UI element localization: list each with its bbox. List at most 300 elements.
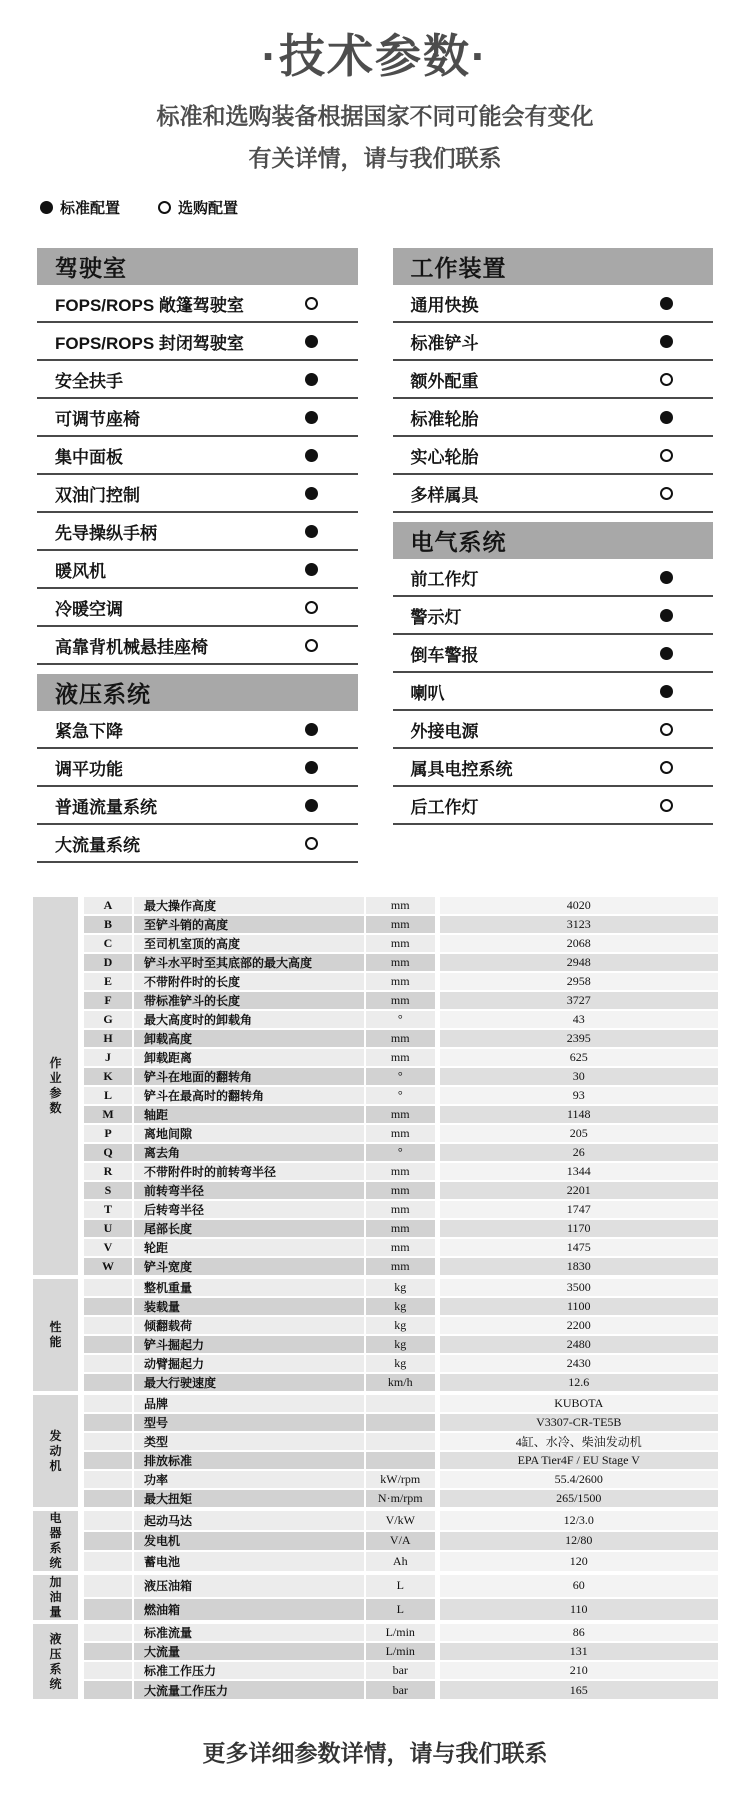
spec-row [33, 1598, 718, 1623]
feature-item-label: 集中面板 [55, 447, 123, 467]
feature-item-label: 双油门控制 [55, 485, 140, 505]
feature-group [37, 248, 358, 665]
page-title: ·技术参数· [261, 30, 489, 82]
spec-row [33, 1531, 718, 1552]
spec-value: 1344 [437, 1162, 718, 1181]
spec-unit: mm [365, 991, 437, 1010]
spec-value: 1475 [437, 1238, 718, 1257]
spec-row [33, 1432, 718, 1451]
spec-value: 2068 [437, 934, 718, 953]
optional-bullet-icon [660, 761, 673, 774]
feature-item [393, 597, 714, 635]
spec-row [33, 895, 718, 915]
spec-unit: ° [365, 1067, 437, 1086]
feature-item-label: 标准铲斗 [410, 333, 479, 353]
standard-bullet-icon [660, 335, 673, 348]
spec-value: 2395 [437, 1029, 718, 1048]
feature-item-label: 通用快换 [410, 295, 479, 315]
spec-value: 2201 [437, 1181, 718, 1200]
standard-bullet-icon [660, 609, 673, 622]
spec-value: 210 [437, 1661, 718, 1680]
section-header: 工作装置 [393, 248, 714, 285]
feature-item [393, 399, 714, 437]
spec-unit: bar [365, 1661, 437, 1680]
spec-dim-letter [81, 1432, 133, 1451]
spec-unit: ° [365, 1086, 437, 1105]
spec-dim-letter [81, 1451, 133, 1470]
spec-dim-letter [81, 1297, 133, 1316]
feature-item-label: 大流量系统 [55, 835, 140, 855]
feature-item-label: 调平功能 [55, 759, 123, 779]
feature-item [37, 513, 358, 551]
spec-value: 110 [437, 1598, 718, 1623]
spec-unit: L [365, 1573, 437, 1598]
standard-bullet-icon [660, 297, 673, 310]
spec-unit: kg [365, 1335, 437, 1354]
spec-value: 2200 [437, 1316, 718, 1335]
spec-dim-letter: M [81, 1105, 133, 1124]
spec-dim-letter: W [81, 1257, 133, 1277]
spec-value: 3500 [437, 1277, 718, 1297]
optional-bullet-icon [158, 201, 171, 214]
feature-item [37, 361, 358, 399]
spec-unit: mm [365, 1048, 437, 1067]
spec-unit: mm [365, 1029, 437, 1048]
spec-value: 30 [437, 1067, 718, 1086]
spec-param-name: 离去角 [133, 1143, 365, 1162]
spec-dim-letter [81, 1489, 133, 1509]
feature-item-label: 暖风机 [55, 561, 106, 581]
spec-param-name: 倾翻载荷 [133, 1316, 365, 1335]
spec-dim-letter: V [81, 1238, 133, 1257]
spec-param-name: 不带附件时的长度 [133, 972, 365, 991]
spec-param-name: 大流量工作压力 [133, 1680, 365, 1699]
spec-row [33, 1181, 718, 1200]
spec-dim-letter [81, 1573, 133, 1598]
feature-item [37, 475, 358, 513]
spec-param-name: 铲斗掘起力 [133, 1335, 365, 1354]
spec-param-name: 大流量 [133, 1642, 365, 1661]
spec-value: 3123 [437, 915, 718, 934]
spec-row [33, 1219, 718, 1238]
feature-item [393, 787, 714, 825]
spec-param-name: 标准工作压力 [133, 1661, 365, 1680]
feature-item-label: 高靠背机械悬挂座椅 [55, 637, 208, 657]
spec-row [33, 1489, 718, 1509]
spec-value: 12/3.0 [437, 1509, 718, 1531]
spec-dim-letter [81, 1316, 133, 1335]
spec-row [33, 953, 718, 972]
spec-unit: Ah [365, 1551, 437, 1573]
feature-item [393, 437, 714, 475]
feature-item [393, 361, 714, 399]
optional-bullet-icon [660, 373, 673, 386]
subtitle-line2: 有关详情，请与我们联系 [248, 145, 502, 171]
spec-value: 43 [437, 1010, 718, 1029]
spec-unit: kW/rpm [365, 1470, 437, 1489]
spec-value: KUBOTA [437, 1393, 718, 1413]
feature-item-label: 额外配重 [410, 371, 479, 391]
spec-row [33, 1373, 718, 1393]
spec-dim-letter [81, 1642, 133, 1661]
feature-item-label: 实心轮胎 [410, 447, 479, 467]
subtitle-line1: 标准和选购装备根据国家不同可能会有变化 [156, 103, 594, 129]
spec-dim-letter: E [81, 972, 133, 991]
feature-item-label: FOPS/ROPS 敞篷驾驶室 [55, 295, 244, 315]
spec-value: 1100 [437, 1297, 718, 1316]
spec-unit: kg [365, 1354, 437, 1373]
spec-row [33, 1048, 718, 1067]
standard-bullet-icon [660, 411, 673, 424]
spec-unit: mm [365, 934, 437, 953]
spec-group-label: 作 业 参 数 [33, 895, 81, 1277]
standard-bullet-icon [305, 449, 318, 462]
spec-value: 2430 [437, 1354, 718, 1373]
standard-bullet-icon [305, 723, 318, 736]
feature-group [37, 674, 358, 863]
feature-item-label: 后工作灯 [410, 797, 479, 817]
section-header: 液压系统 [37, 674, 358, 711]
feature-item-label: 前工作灯 [410, 569, 479, 589]
spec-dim-letter: C [81, 934, 133, 953]
optional-bullet-icon [305, 837, 318, 850]
spec-value: 131 [437, 1642, 718, 1661]
standard-bullet-icon [660, 685, 673, 698]
spec-unit: bar [365, 1680, 437, 1699]
spec-dim-letter [81, 1531, 133, 1552]
legend-standard-label: 标准配置 [60, 200, 121, 217]
spec-value: 1747 [437, 1200, 718, 1219]
spec-unit: L [365, 1598, 437, 1623]
feature-item-label: FOPS/ROPS 封闭驾驶室 [55, 333, 244, 353]
spec-dim-letter: J [81, 1048, 133, 1067]
feature-item [37, 825, 358, 863]
spec-unit: L/min [365, 1642, 437, 1661]
spec-param-name: 类型 [133, 1432, 365, 1451]
feature-item [37, 749, 358, 787]
spec-dim-letter: K [81, 1067, 133, 1086]
spec-param-name: 卸载高度 [133, 1029, 365, 1048]
spec-group-label: 加 油 量 [33, 1573, 81, 1622]
spec-unit: ° [365, 1010, 437, 1029]
spec-unit [365, 1393, 437, 1413]
legend [40, 197, 750, 218]
spec-dim-letter [81, 1598, 133, 1623]
spec-row [33, 1354, 718, 1373]
spec-row [33, 1551, 718, 1573]
spec-dim-letter [81, 1661, 133, 1680]
spec-table-wrap [33, 893, 718, 1699]
feature-item [37, 323, 358, 361]
feature-item-label: 可调节座椅 [55, 409, 140, 429]
spec-group-label: 性 能 [33, 1277, 81, 1393]
feature-item [393, 323, 714, 361]
spec-unit: kg [365, 1297, 437, 1316]
spec-group-label: 电 器 系 统 [33, 1509, 81, 1573]
spec-row [33, 1297, 718, 1316]
spec-value: 120 [437, 1551, 718, 1573]
optional-bullet-icon [660, 449, 673, 462]
spec-value: 1830 [437, 1257, 718, 1277]
spec-row [33, 1316, 718, 1335]
legend-optional-label: 选购配置 [178, 200, 239, 217]
spec-row [33, 1277, 718, 1297]
spec-dim-letter [81, 1509, 133, 1531]
optional-bullet-icon [660, 723, 673, 736]
spec-dim-letter [81, 1622, 133, 1642]
spec-dim-letter: S [81, 1181, 133, 1200]
spec-row [33, 1470, 718, 1489]
feature-item-label: 属具电控系统 [410, 759, 513, 779]
legend-optional [158, 197, 238, 218]
spec-param-name: 至司机室顶的高度 [133, 934, 365, 953]
feature-item [37, 437, 358, 475]
spec-value: 60 [437, 1573, 718, 1598]
spec-dim-letter: G [81, 1010, 133, 1029]
spec-row [33, 1642, 718, 1661]
spec-dim-letter [81, 1277, 133, 1297]
spec-unit: mm [365, 915, 437, 934]
spec-param-name: 最大高度时的卸载角 [133, 1010, 365, 1029]
feature-item-label: 先导操纵手柄 [55, 523, 157, 543]
feature-item [37, 551, 358, 589]
spec-dim-letter [81, 1470, 133, 1489]
spec-param-name: 最大扭矩 [133, 1489, 365, 1509]
spec-table [33, 893, 718, 1699]
spec-dim-letter: L [81, 1086, 133, 1105]
spec-param-name: 蓄电池 [133, 1551, 365, 1573]
spec-param-name: 装载量 [133, 1297, 365, 1316]
spec-dim-letter: A [81, 895, 133, 915]
spec-dim-letter [81, 1354, 133, 1373]
spec-unit: mm [365, 1238, 437, 1257]
spec-row [33, 1622, 718, 1642]
spec-group-label: 发 动 机 [33, 1393, 81, 1509]
feature-column-left [37, 248, 358, 863]
spec-value: 205 [437, 1124, 718, 1143]
feature-item [393, 711, 714, 749]
spec-dim-letter: R [81, 1162, 133, 1181]
spec-unit: mm [365, 1200, 437, 1219]
standard-bullet-icon [305, 373, 318, 386]
spec-param-name: 发电机 [133, 1531, 365, 1552]
spec-dim-letter: H [81, 1029, 133, 1048]
spec-dim-letter [81, 1373, 133, 1393]
spec-unit: V/kW [365, 1509, 437, 1531]
spec-param-name: 离地间隙 [133, 1124, 365, 1143]
standard-bullet-icon [305, 525, 318, 538]
spec-value: 86 [437, 1622, 718, 1642]
feature-item-label: 警示灯 [410, 607, 462, 627]
spec-row [33, 1335, 718, 1354]
spec-unit: km/h [365, 1373, 437, 1393]
feature-group [393, 248, 714, 513]
spec-unit: mm [365, 895, 437, 915]
spec-value: 1148 [437, 1105, 718, 1124]
spec-param-name: 铲斗在最高时的翻转角 [133, 1086, 365, 1105]
spec-row [33, 1573, 718, 1598]
optional-bullet-icon [305, 601, 318, 614]
spec-param-name: 卸载距离 [133, 1048, 365, 1067]
optional-bullet-icon [305, 297, 318, 310]
spec-dim-letter: F [81, 991, 133, 1010]
spec-param-name: 整机重量 [133, 1277, 365, 1297]
spec-dim-letter: D [81, 953, 133, 972]
optional-bullet-icon [660, 799, 673, 812]
spec-value: 2958 [437, 972, 718, 991]
spec-param-name: 带标准铲斗的长度 [133, 991, 365, 1010]
feature-item-label: 倒车警报 [410, 645, 479, 665]
feature-item [37, 399, 358, 437]
spec-row [33, 1661, 718, 1680]
spec-row [33, 1413, 718, 1432]
spec-param-name: 型号 [133, 1413, 365, 1432]
optional-bullet-icon [660, 487, 673, 500]
spec-value: 93 [437, 1086, 718, 1105]
spec-param-name: 功率 [133, 1470, 365, 1489]
standard-bullet-icon [305, 335, 318, 348]
feature-item-label: 外接电源 [410, 721, 479, 741]
standard-bullet-icon [40, 201, 53, 214]
feature-group [393, 522, 714, 825]
spec-value: 26 [437, 1143, 718, 1162]
spec-dim-letter [81, 1393, 133, 1413]
spec-row [33, 1086, 718, 1105]
spec-unit: mm [365, 953, 437, 972]
feature-columns [37, 248, 713, 863]
standard-bullet-icon [660, 571, 673, 584]
spec-value: 165 [437, 1680, 718, 1699]
spec-param-name: 铲斗在地面的翻转角 [133, 1067, 365, 1086]
spec-unit: mm [365, 972, 437, 991]
feature-item-label: 安全扶手 [55, 371, 123, 391]
spec-unit: mm [365, 1162, 437, 1181]
feature-item [393, 635, 714, 673]
standard-bullet-icon [305, 411, 318, 424]
spec-unit [365, 1432, 437, 1451]
spec-param-name: 至铲斗销的高度 [133, 915, 365, 934]
spec-param-name: 最大操作高度 [133, 895, 365, 915]
spec-unit: mm [365, 1257, 437, 1277]
spec-dim-letter: P [81, 1124, 133, 1143]
spec-group-label: 液 压 系 统 [33, 1622, 81, 1699]
spec-value: 12/80 [437, 1531, 718, 1552]
optional-bullet-icon [305, 639, 318, 652]
feature-item-label: 紧急下降 [55, 721, 123, 741]
spec-param-name: 轮距 [133, 1238, 365, 1257]
feature-item [393, 749, 714, 787]
spec-value: 4020 [437, 895, 718, 915]
spec-unit: kg [365, 1277, 437, 1297]
spec-row [33, 1105, 718, 1124]
spec-unit: mm [365, 1105, 437, 1124]
spec-param-name: 品牌 [133, 1393, 365, 1413]
spec-unit: ° [365, 1143, 437, 1162]
spec-value: 625 [437, 1048, 718, 1067]
feature-item-label: 喇叭 [410, 683, 445, 703]
feature-item-label: 冷暖空调 [55, 599, 123, 619]
spec-value: V3307-CR-TE5B [437, 1413, 718, 1432]
legend-standard [40, 197, 120, 218]
standard-bullet-icon [305, 799, 318, 812]
spec-unit: N·m/rpm [365, 1489, 437, 1509]
spec-row [33, 934, 718, 953]
spec-row [33, 1162, 718, 1181]
spec-dim-letter: U [81, 1219, 133, 1238]
spec-value: 3727 [437, 991, 718, 1010]
standard-bullet-icon [305, 563, 318, 576]
feature-item [393, 285, 714, 323]
spec-row [33, 915, 718, 934]
spec-value: 4缸、水冷、柴油发动机 [437, 1432, 718, 1451]
spec-unit [365, 1451, 437, 1470]
feature-item [37, 285, 358, 323]
spec-dim-letter: B [81, 915, 133, 934]
spec-value: 265/1500 [437, 1489, 718, 1509]
feature-item [393, 673, 714, 711]
spec-param-name: 最大行驶速度 [133, 1373, 365, 1393]
spec-param-name: 铲斗宽度 [133, 1257, 365, 1277]
feature-column-right [393, 248, 714, 825]
spec-row [33, 1257, 718, 1277]
standard-bullet-icon [305, 487, 318, 500]
section-header: 电气系统 [393, 522, 714, 559]
spec-value: EPA Tier4F / EU Stage V [437, 1451, 718, 1470]
spec-value: 55.4/2600 [437, 1470, 718, 1489]
spec-param-name: 前转弯半径 [133, 1181, 365, 1200]
spec-row [33, 1200, 718, 1219]
feature-item-label: 多样属具 [410, 485, 479, 505]
feature-item [393, 475, 714, 513]
section-header: 驾驶室 [37, 248, 358, 285]
spec-dim-letter: T [81, 1200, 133, 1219]
spec-param-name: 标准流量 [133, 1622, 365, 1642]
spec-param-name: 排放标准 [133, 1451, 365, 1470]
spec-row [33, 1010, 718, 1029]
spec-param-name: 后转弯半径 [133, 1200, 365, 1219]
spec-unit: mm [365, 1181, 437, 1200]
spec-row [33, 991, 718, 1010]
spec-param-name: 铲斗水平时至其底部的最大高度 [133, 953, 365, 972]
spec-value: 2480 [437, 1335, 718, 1354]
feature-item-label: 普通流量系统 [55, 797, 157, 817]
feature-item [37, 589, 358, 627]
spec-param-name: 动臂掘起力 [133, 1354, 365, 1373]
spec-row [33, 972, 718, 991]
spec-row [33, 1067, 718, 1086]
spec-value: 12.6 [437, 1373, 718, 1393]
spec-row [33, 1029, 718, 1048]
spec-dim-letter: Q [81, 1143, 133, 1162]
spec-row [33, 1509, 718, 1531]
standard-bullet-icon [305, 761, 318, 774]
spec-dim-letter [81, 1680, 133, 1699]
spec-row [33, 1124, 718, 1143]
spec-sheet-page [0, 20, 750, 1796]
spec-unit: L/min [365, 1622, 437, 1642]
standard-bullet-icon [660, 647, 673, 660]
spec-param-name: 燃油箱 [133, 1598, 365, 1623]
feature-item [37, 787, 358, 825]
feature-item-label: 标准轮胎 [410, 409, 479, 429]
spec-dim-letter [81, 1335, 133, 1354]
feature-item [37, 711, 358, 749]
feature-item [393, 559, 714, 597]
spec-param-name: 起动马达 [133, 1509, 365, 1531]
spec-row [33, 1451, 718, 1470]
spec-value: 1170 [437, 1219, 718, 1238]
spec-row [33, 1238, 718, 1257]
